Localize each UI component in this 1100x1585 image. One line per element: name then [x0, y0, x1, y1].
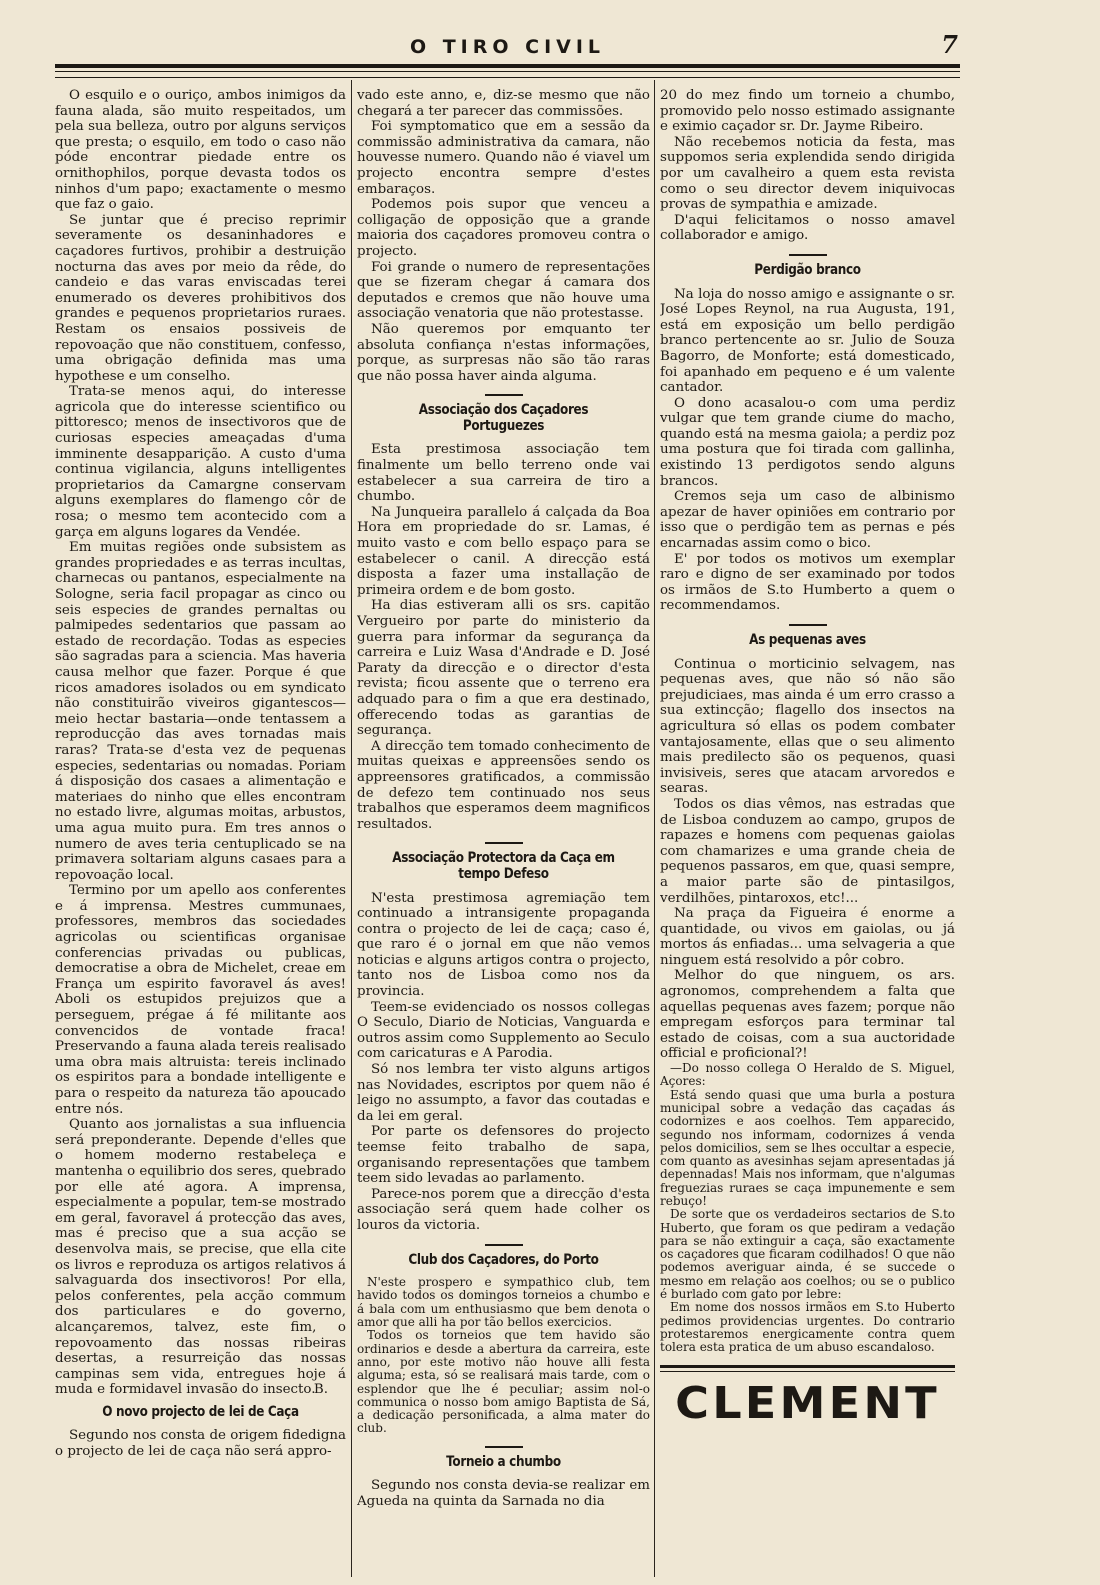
- clement-advert: CLEMENT: [675, 1377, 940, 1429]
- section-heading: Perdigão branco: [754, 261, 861, 278]
- article-paragraph: Em nome dos nossos irmãos em S.to Huberto pedimos providencias urgentes. Do contrario protestaremos energicamente contra quem tolera esta pratica de um abuso escandaloso.: [660, 1300, 955, 1355]
- article-paragraph: Na Junqueira parallelo á calçada da Boa Hora em propriedade do sr. Lamas, é muito vasto e com bello espaço para se estabelecer o canil. A direcção está disposta a fazer uma installação de primeira ordem e de bom gosto.: [357, 504, 650, 598]
- article-paragraph: Na loja do nosso amigo e assignante o sr. José Lopes Reynol, na rua Augusta, 191, está em exposição um bello perdigão branco pertencente ao sr. Julio de Souza Bagorro, de Monforte; está domesticado, foi apanhado em pequeno e é um valente cantador.: [660, 286, 955, 396]
- section-separator: [789, 624, 827, 626]
- article-paragraph: Não recebemos noticia da festa, mas suppomos seria explendida sendo dirigida por um cavalheiro a quem esta revista como o seu director devem iniquivocas provas de sympathia e amizade.: [660, 134, 955, 213]
- article-paragraph: Esta prestimosa associação tem finalmente um bello terreno onde vai estabelecer a sua carreira de tiro a chumbo.: [357, 442, 650, 505]
- article-paragraph: vado este anno, e, diz-se mesmo que não chegará a ter parecer das commissões.: [357, 88, 650, 119]
- advert-rule: [660, 1371, 955, 1372]
- article-paragraph: Se juntar que é preciso reprimir severamente os desaninhadores e caçadores furtivos, prohibir a destruição nocturna das aves por meio da rêde, do candeio e das varas enviscadas terei enumerado os deveres prohibitivos dos grandes e pequenos proprietarios ruraes. Restam os ensaios possiveis de repovoação que não constituem, confesso, uma obrigação definida mas uma hypothese e um conselho.: [55, 212, 346, 384]
- section-heading: O novo projecto de lei de Caça: [102, 1403, 299, 1420]
- small-print-block: [357, 1276, 650, 1436]
- article-paragraph: Parece-nos porem que a direcção d'esta associação será quem hade colher os louros da victoria.: [357, 1186, 650, 1233]
- article-paragraph: Foi grande o numero de representações que se fizeram chegar á camara dos deputados e cremos que não houve uma associação venatoria que não protestasse.: [357, 259, 650, 322]
- article-paragraph: Podemos pois supor que venceu a colligação de opposição que a grande maioria dos caçadores promoveu contra o projecto.: [357, 197, 650, 259]
- article-paragraph: D'aqui felicitamos o nosso amavel collaborador e amigo.: [660, 212, 955, 244]
- article-paragraph: Teem-se evidenciado os nossos collegas O Seculo, Diario de Noticias, Vanguarda e outros assim como Supplemento ao Seculo com caricaturas e A Parodia.: [357, 999, 650, 1062]
- article-paragraph: Quanto aos jornalistas a sua influencia será preponderante. Depende d'elles que o homem moderno restabeleça e mantenha o equilibrio dos seres, quebrado por elle até agora. A imprensa, especialmente a popular, tem-se mostrado em geral, favoravel á protecção das aves, mas é preciso que a sua acção se desenvolva mais, se precise, que ella cite os livros e reproduza os artigos relativos á salvaguarda dos insectivoros! Por ella, pelos conferentes, pela acção commum dos particulares e do governo, alcançaremos, talvez, este fim, o repovoamento das nossas ribeiras desertas, a resurreição das nossas campinas sem vida, entregues hoje á muda e formidavel invasão do insecto.: [55, 1117, 346, 1398]
- section-separator: [485, 1244, 523, 1246]
- section-heading: Torneio a chumbo: [446, 1453, 561, 1470]
- page-number: 7: [941, 30, 958, 59]
- article-paragraph: Em muitas regiões onde subsistem as grandes propriedades e as terras incultas, charnecas ou pantanos, especialmente na Sologne, seria facil propagar as cinco ou seis especies de grandes pernaltas ou palmipedes sedentarios que passam ao estado de recordação. Todas as especies são sagradas para a sciencia. Mas haveria causa melhor que fazer. Porque é que ricos amadores isolados ou em syndicato não constituirão viveiros gigantescos—meio hectar bastaria—onde tentassem a reproducção das aves tornadas mais raras? Trata-se d'esta vez de pequenas especies, sedentarias ou nomadas. Poriam á disposição dos casaes a alimentação e materiaes do ninho que elles encontram no estado livre, algumas moitas, arbustos, uma agua muito pura. Em tres annos o numero de aves teria centuplicado se na primavera soltariam alguns casaes para a repovoação local.: [55, 540, 346, 883]
- section-separator: [789, 254, 827, 256]
- article-paragraph: Na praça da Figueira é enorme a quantidade, ou vivos em gaiolas, ou já mortos ás enfiadas... uma selvageria a que ninguem está resolvido a pôr cobro.: [660, 906, 955, 968]
- article-signature: B.: [313, 1382, 328, 1398]
- section-separator: [485, 1446, 523, 1448]
- article-paragraph: N'esta prestimosa agremiação tem continuado a intransigente propaganda contra o projecto de lei de caça; caso é, que raro é o jornal em que não vemos noticias e alguns artigos contra o projecto, tanto nos de Lisboa como nos da provincia.: [357, 890, 650, 1000]
- article-paragraph: Todos os dias vêmos, nas estradas que de Lisboa conduzem ao campo, grupos de rapazes e homens com pequenas gaiolas com chamarizes e uma grande cheia de pequenos passaros, em que, quasi sempre, a maior parte são de pintasilgos, verdilhões, pintaroxos, etc!...: [660, 796, 955, 906]
- article-paragraph: Está sendo quasi que uma burla a postura municipal sobre a vedação das caçadas ás codornizes e aos coelhos. Tem apparecido, segundo nos informam, codornizes á venda pelos domicilios, sem se lhes occultar a especie, com quanto as avesinhas sejam apresentadas já depennadas! Mais nos informam, que n'algumas freguezias ruraes se caça impunemente e sem rebuço!: [660, 1087, 955, 1208]
- advert-rule: [660, 1365, 955, 1368]
- article-paragraph: Não queremos por emquanto ter absoluta confiança n'estas informações, porque, as surpresas não são tão raras que não possa haver ainda alguma.: [357, 321, 650, 384]
- header-rule-thin: [55, 71, 960, 72]
- article-paragraph: Segundo nos consta de origem fidedigna o projecto de lei de caça não será appro-: [55, 1428, 346, 1460]
- article-paragraph: Todos os torneios que tem havido são ordinarios e desde a abertura da carreira, este anno, por este motivo não houve alli festa alguma; esta, só se realisará mais tarde, com o esplendor que lhe é peculiar; assim nol-o communica o nosso bom amigo Baptista de Sá, a dedicação personificada, a alma mater do club.: [357, 1328, 650, 1436]
- section-heading: Associação dos Caçadores Portuguezes: [418, 402, 589, 434]
- article-paragraph: A direcção tem tomado conhecimento de muitas queixas e appreensões sendo os appreensores gratificados, a commissão de defezo tem continuado nos seus trabalhos que esperamos deem magnificos resultados.: [357, 738, 650, 832]
- article-paragraph: Continua o morticinio selvagem, nas pequenas aves, que não só não são prejudiciaes, mas ainda é um erro crasso a sua extincção; flagello dos insectos na agricultura só ellas os podem combater vantajosamente, ellas que o seu alimento mais predilecto são os pequenos, quasi invisiveis, seres que atacam arvoredos e searas.: [660, 656, 955, 797]
- article-paragraph: Termino por um apello aos conferentes e á imprensa. Mestres cummunaes, professores, membros das sociedades agricolas ou scientificas organisae conferencias privadas ou publicas, democratise a obra de Michelet, creae em França um espirito favoravel ás aves! Aboli os estupidos prejuizos que a perseguem, prégae á fé militante aos convencidos de vontade fraca! Preservando a fauna alada tereis realisado uma obra mais altruista: tereis inclinado os espiritos para a bondade intelligente e para o respeito da natureza tão apoucado entre nós.: [55, 883, 346, 1117]
- section-separator: [485, 394, 523, 396]
- article-paragraph: N'este prospero e sympathico club, tem havido todos os domingos torneios a chumbo e á bala com um enthusiasmo que bem denota o amor que alli ha por tão bellos exercicios.: [357, 1275, 650, 1330]
- article-paragraph: O dono acasalou-o com uma perdiz vulgar que tem grande ciume do macho, quando está na mesma gaiola; a perdiz poz uma postura que foi tirada com gallinha, existindo 13 perdigotos sendo alguns brancos.: [660, 395, 955, 489]
- column-3: [660, 88, 955, 1577]
- article-paragraph: Ha dias estiveram alli os srs. capitão Vergueiro por parte do ministerio da guerra para informar da segurança da carreira e Luiz Wasa d'Andrade e D. José Paraty da direcção e o director d'esta revista; ficou assente que o terreno era adquado para o fim a que era destinado, offerecendo todas as garantias de segurança.: [357, 598, 650, 739]
- article-paragraph: Cremos seja um caso de albinismo apezar de haver opiniões em contrario por isso que o perdigão tem as pernas e pés encarnadas assim como o bico.: [660, 489, 955, 552]
- section-separator: [485, 842, 523, 844]
- column-1: [55, 88, 346, 1577]
- article-paragraph: Foi symptomatico que em a sessão da commissão administrativa da camara, não houvesse numero. Quando não é viavel um projecto encontra sempre d'estes embaraços.: [357, 119, 650, 197]
- article-paragraph: Só nos lembra ter visto alguns artigos nas Novidades, escriptos por quem não é leigo no assumpto, a favor das coutadas e da lei em geral.: [357, 1062, 650, 1124]
- article-paragraph: Por parte os defensores do projecto teemse feito trabalho de sapa, organisando representações que tambem teem sido levadas ao parlamento.: [357, 1124, 650, 1187]
- article-paragraph: O esquilo e o ouriço, ambos inimigos da fauna alada, são muito respeitados, um pela sua belleza, outro por alguns serviços que presta; o esquilo, em todo o caso não póde encontrar piedade entre os ornithophilos, porque devasta todos os ninhos d'um papo; exactamente o mesmo que faz o gaio.: [55, 88, 346, 213]
- quote-intro: —Do nosso collega O Heraldo de S. Miguel, Açores:: [660, 1061, 955, 1089]
- column-2: [357, 88, 650, 1577]
- header-rule: [55, 64, 960, 68]
- section-heading: As pequenas aves: [749, 632, 866, 648]
- section-heading: Club dos Caçadores, do Porto: [408, 1251, 599, 1268]
- section-heading: Associação Protectora da Caça em tempo Defeso: [392, 850, 615, 882]
- article-paragraph: De sorte que os verdadeiros sectarios de S.to Huberto, que foram os que pediram a vedação para se não extinguir a caça, são exactamente os caçadores que ficaram codilhados! O que não podemos averiguar ainda, é se succede o mesmo em relação aos coelhos; ou se o publico é burlado com gato por lebre:: [660, 1207, 955, 1302]
- article-paragraph: E' por todos os motivos um exemplar raro e digno de ser examinado por todos os irmãos de S.to Humberto a quem o recommendamos.: [660, 551, 955, 614]
- article-paragraph: Melhor do que ninguem, os ars. agronomos, comprehendem a falta que aquellas pequenas aves fazem; porque não empregam esforços para terminar tal estado de coisas, com a sua auctoridade official e proficional?!: [660, 968, 955, 1062]
- article-paragraph: 20 do mez findo um torneio a chumbo, promovido pelo nosso estimado assignante e eximio caçador sr. Dr. Jayme Ribeiro.: [660, 88, 955, 135]
- header-rule-thin: [55, 77, 960, 78]
- article-paragraph: Trata-se menos aqui, do interesse agricola que do interesse scientifico ou pittoresco; menos de insectivoros que de curiosas especies ameaçadas d'uma imminente desapparição. A custo d'uma continua vigilancia, alguns intelligentes proprietarios da Camargne conservam alguns exemplares do flamengo côr de rosa; o mesmo tem acontecido com a garça em alguns logares da Vendée.: [55, 384, 346, 540]
- running-header: O TIRO CIVIL: [409, 36, 606, 58]
- column-divider: [351, 80, 352, 1577]
- quoted-block: [660, 1062, 955, 1355]
- column-divider: [654, 80, 655, 1577]
- article-paragraph: Segundo nos consta devia-se realizar em Agueda na quinta da Sarnada no dia: [357, 1478, 650, 1509]
